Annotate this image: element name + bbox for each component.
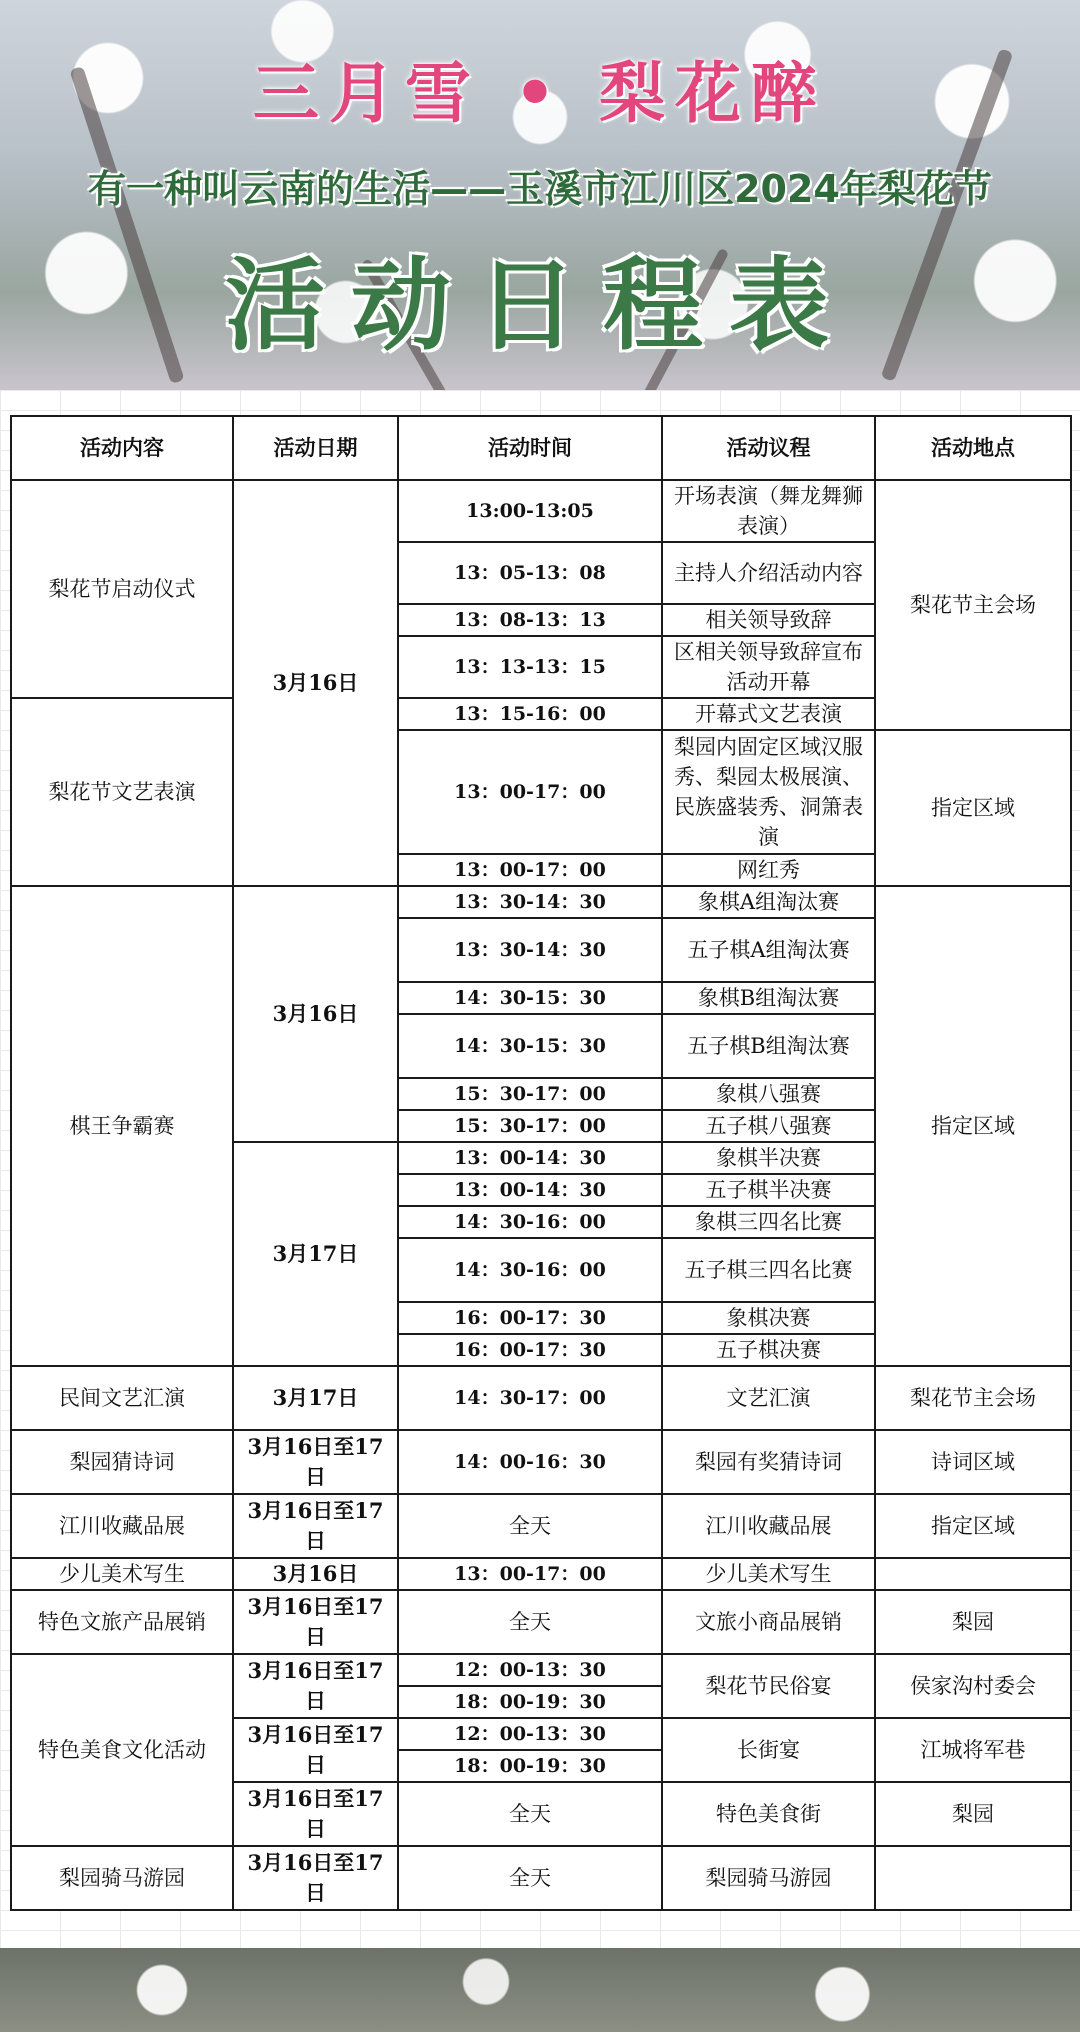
time-cell: 13：13-13：15 bbox=[398, 636, 662, 698]
time-cell: 15：30-17：00 bbox=[398, 1110, 662, 1142]
venue-cell bbox=[875, 1846, 1071, 1910]
agenda-cell: 江川收藏品展 bbox=[662, 1494, 875, 1558]
activity-cell: 特色美食文化活动 bbox=[11, 1654, 233, 1846]
time-cell: 14：00-16：30 bbox=[398, 1430, 662, 1494]
time-cell: 13：30-14：30 bbox=[398, 918, 662, 982]
time-cell: 16：00-17：30 bbox=[398, 1334, 662, 1366]
table-row bbox=[11, 480, 1071, 542]
agenda-cell: 开场表演（舞龙舞狮表演） bbox=[662, 480, 875, 542]
title-main: 三月雪 • 梨花醉 bbox=[252, 54, 828, 132]
venue-cell: 诗词区域 bbox=[875, 1430, 1071, 1494]
venue-cell: 指定区域 bbox=[875, 730, 1071, 886]
footer-blossom-image bbox=[0, 1948, 1080, 2032]
time-cell: 13：00-17：00 bbox=[398, 730, 662, 854]
activity-cell: 江川收藏品展 bbox=[11, 1494, 233, 1558]
agenda-cell: 五子棋三四名比赛 bbox=[662, 1238, 875, 1302]
table-header-row bbox=[11, 416, 1071, 480]
agenda-cell: 五子棋B组淘汰赛 bbox=[662, 1014, 875, 1078]
date-cell: 3月16日至17日 bbox=[233, 1782, 398, 1846]
date-cell: 3月16日至17日 bbox=[233, 1846, 398, 1910]
agenda-cell: 梨园内固定区域汉服秀、梨园太极展演、民族盛装秀、洞箫表演 bbox=[662, 730, 875, 854]
time-cell: 13：00-14：30 bbox=[398, 1142, 662, 1174]
agenda-cell: 文艺汇演 bbox=[662, 1366, 875, 1430]
agenda-cell: 五子棋半决赛 bbox=[662, 1174, 875, 1206]
time-cell: 13：05-13：08 bbox=[398, 542, 662, 604]
date-cell: 3月16日 bbox=[233, 886, 398, 1142]
header-date: 活动日期 bbox=[233, 416, 398, 480]
time-cell: 13：00-17：00 bbox=[398, 854, 662, 886]
schedule-table bbox=[10, 415, 1072, 1911]
activity-cell: 梨花节文艺表演 bbox=[11, 698, 233, 886]
agenda-cell: 主持人介绍活动内容 bbox=[662, 542, 875, 604]
time-cell: 18：00-19：30 bbox=[398, 1686, 662, 1718]
title-schedule: 活动日程表 bbox=[225, 247, 855, 364]
time-cell: 13：08-13：13 bbox=[398, 604, 662, 636]
time-cell: 12：00-13：30 bbox=[398, 1718, 662, 1750]
time-cell: 15：30-17：00 bbox=[398, 1078, 662, 1110]
table-row bbox=[11, 1366, 1071, 1430]
table-row bbox=[11, 1654, 1071, 1686]
time-cell: 13:00-13:05 bbox=[398, 480, 662, 542]
header-banner bbox=[0, 0, 1080, 390]
agenda-cell: 象棋三四名比赛 bbox=[662, 1206, 875, 1238]
agenda-cell: 文旅小商品展销 bbox=[662, 1590, 875, 1654]
date-cell: 3月16日 bbox=[233, 1558, 398, 1590]
agenda-cell: 梨花节民俗宴 bbox=[662, 1654, 875, 1718]
table-row bbox=[11, 1846, 1071, 1910]
header-venue: 活动地点 bbox=[875, 416, 1071, 480]
agenda-cell: 象棋半决赛 bbox=[662, 1142, 875, 1174]
time-cell: 18：00-19：30 bbox=[398, 1750, 662, 1782]
header-agenda: 活动议程 bbox=[662, 416, 875, 480]
header-time: 活动时间 bbox=[398, 416, 662, 480]
agenda-cell: 象棋A组淘汰赛 bbox=[662, 886, 875, 918]
date-cell: 3月16日至17日 bbox=[233, 1590, 398, 1654]
agenda-cell: 少儿美术写生 bbox=[662, 1558, 875, 1590]
activity-cell: 民间文艺汇演 bbox=[11, 1366, 233, 1430]
time-cell: 12：00-13：30 bbox=[398, 1654, 662, 1686]
title-subtitle: 有一种叫云南的生活——玉溪市江川区2024年梨花节 bbox=[88, 167, 992, 211]
date-cell: 3月16日至17日 bbox=[233, 1494, 398, 1558]
date-cell: 3月17日 bbox=[233, 1142, 398, 1366]
activity-cell: 特色文旅产品展销 bbox=[11, 1590, 233, 1654]
activity-cell: 梨园猜诗词 bbox=[11, 1430, 233, 1494]
activity-cell: 少儿美术写生 bbox=[11, 1558, 233, 1590]
agenda-cell: 梨园有奖猜诗词 bbox=[662, 1430, 875, 1494]
time-cell: 全天 bbox=[398, 1494, 662, 1558]
time-cell: 13：00-17：00 bbox=[398, 1558, 662, 1590]
venue-cell: 侯家沟村委会 bbox=[875, 1654, 1071, 1718]
activity-cell: 梨园骑马游园 bbox=[11, 1846, 233, 1910]
agenda-cell: 区相关领导致辞宣布活动开幕 bbox=[662, 636, 875, 698]
agenda-cell: 象棋八强赛 bbox=[662, 1078, 875, 1110]
agenda-cell: 长街宴 bbox=[662, 1718, 875, 1782]
venue-cell: 指定区域 bbox=[875, 886, 1071, 1366]
venue-cell: 梨花节主会场 bbox=[875, 480, 1071, 730]
date-cell: 3月16日 bbox=[233, 480, 398, 886]
date-cell: 3月16日至17日 bbox=[233, 1430, 398, 1494]
time-cell: 13：30-14：30 bbox=[398, 886, 662, 918]
agenda-cell: 五子棋八强赛 bbox=[662, 1110, 875, 1142]
table-row bbox=[11, 1558, 1071, 1590]
agenda-cell: 网红秀 bbox=[662, 854, 875, 886]
schedule-sheet bbox=[0, 390, 1080, 1948]
time-cell: 13：00-14：30 bbox=[398, 1174, 662, 1206]
time-cell: 16：00-17：30 bbox=[398, 1302, 662, 1334]
venue-cell: 梨园 bbox=[875, 1782, 1071, 1846]
venue-cell: 梨花节主会场 bbox=[875, 1366, 1071, 1430]
time-cell: 13：15-16：00 bbox=[398, 698, 662, 730]
venue-cell: 梨园 bbox=[875, 1590, 1071, 1654]
activity-cell: 棋王争霸赛 bbox=[11, 886, 233, 1366]
time-cell: 全天 bbox=[398, 1590, 662, 1654]
agenda-cell: 象棋决赛 bbox=[662, 1302, 875, 1334]
agenda-cell: 象棋B组淘汰赛 bbox=[662, 982, 875, 1014]
date-cell: 3月16日至17日 bbox=[233, 1718, 398, 1782]
table-row bbox=[11, 886, 1071, 918]
agenda-cell: 开幕式文艺表演 bbox=[662, 698, 875, 730]
table-row bbox=[11, 1494, 1071, 1558]
date-cell: 3月17日 bbox=[233, 1366, 398, 1430]
date-cell: 3月16日至17日 bbox=[233, 1654, 398, 1718]
header-activity: 活动内容 bbox=[11, 416, 233, 480]
venue-cell: 江城将军巷 bbox=[875, 1718, 1071, 1782]
agenda-cell: 相关领导致辞 bbox=[662, 604, 875, 636]
agenda-cell: 五子棋决赛 bbox=[662, 1334, 875, 1366]
time-cell: 14：30-15：30 bbox=[398, 982, 662, 1014]
time-cell: 14：30-17：00 bbox=[398, 1366, 662, 1430]
venue-cell bbox=[875, 1558, 1071, 1590]
table-row bbox=[11, 1590, 1071, 1654]
time-cell: 全天 bbox=[398, 1846, 662, 1910]
agenda-cell: 五子棋A组淘汰赛 bbox=[662, 918, 875, 982]
agenda-cell: 特色美食街 bbox=[662, 1782, 875, 1846]
time-cell: 14：30-16：00 bbox=[398, 1238, 662, 1302]
time-cell: 全天 bbox=[398, 1782, 662, 1846]
agenda-cell: 梨园骑马游园 bbox=[662, 1846, 875, 1910]
time-cell: 14：30-16：00 bbox=[398, 1206, 662, 1238]
table-row bbox=[11, 1430, 1071, 1494]
activity-cell: 梨花节启动仪式 bbox=[11, 480, 233, 698]
venue-cell: 指定区域 bbox=[875, 1494, 1071, 1558]
time-cell: 14：30-15：30 bbox=[398, 1014, 662, 1078]
